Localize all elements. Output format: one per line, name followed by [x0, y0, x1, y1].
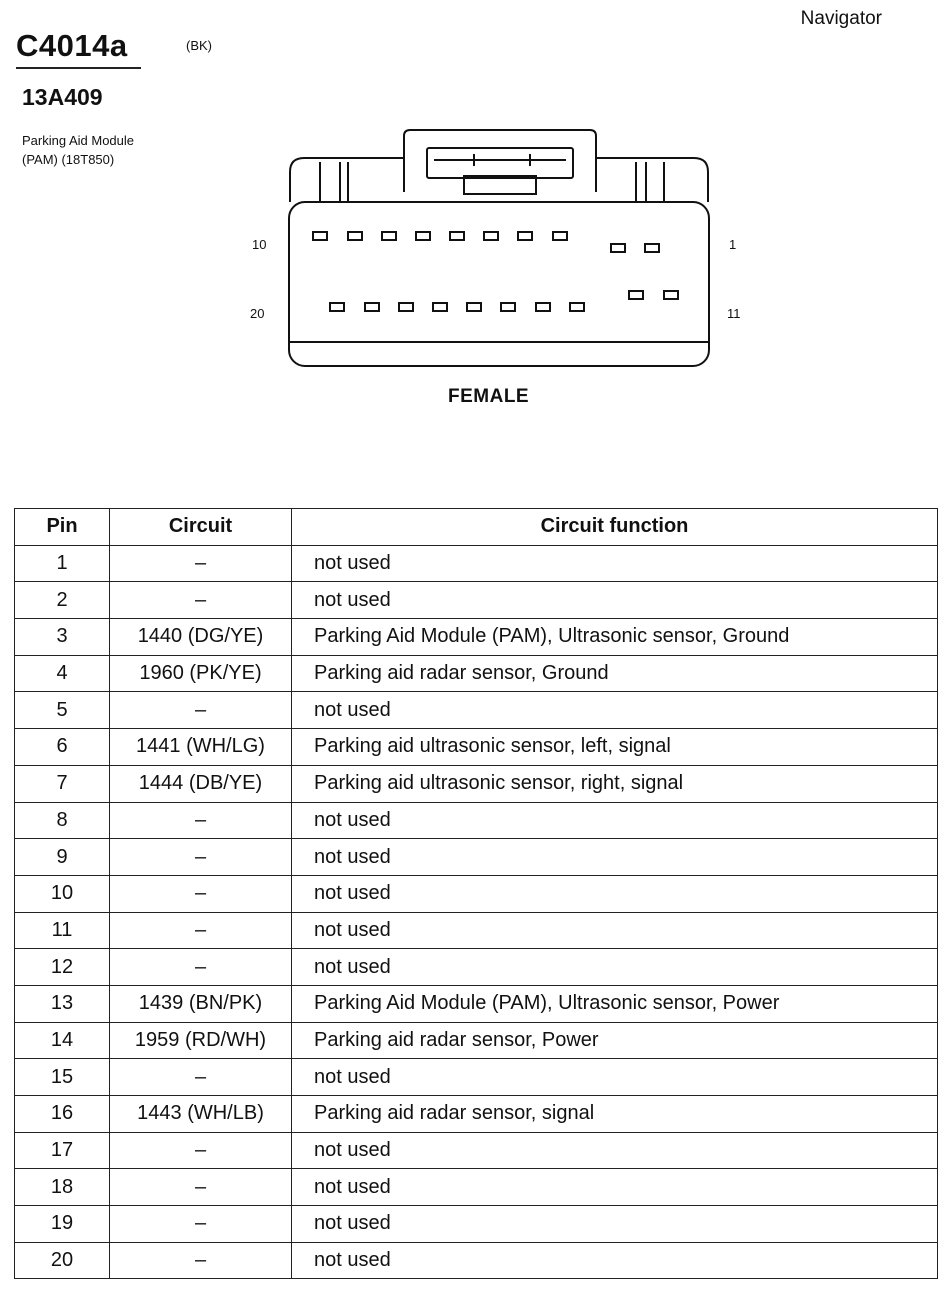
pin-cell: 13	[15, 985, 110, 1022]
module-description: Parking Aid Module	[22, 133, 135, 148]
connector-id-underline	[16, 67, 141, 69]
function-cell: not used	[292, 1059, 938, 1096]
function-cell: not used	[292, 1206, 938, 1243]
pin-18-socket	[399, 303, 413, 311]
table-row	[15, 1096, 938, 1133]
table-row	[15, 1022, 938, 1059]
pin-cell: 2	[15, 582, 110, 619]
pin-11-socket	[664, 291, 678, 299]
circuit-cell: 1441 (WH/LG)	[110, 729, 292, 766]
pin-3-socket	[553, 232, 567, 240]
function-cell: not used	[292, 912, 938, 949]
table-row	[15, 765, 938, 802]
table-row	[15, 802, 938, 839]
module-description-code: (PAM) (18T850)	[22, 152, 115, 167]
circuit-cell: –	[110, 582, 292, 619]
connector-color: (BK)	[186, 38, 212, 53]
function-cell: Parking aid ultrasonic sensor, right, signal	[292, 765, 938, 802]
pin-4-socket	[518, 232, 532, 240]
column-header-circuit: Circuit	[110, 509, 292, 546]
pin-label-11: 11	[727, 306, 741, 321]
pin-16-socket	[467, 303, 481, 311]
circuit-cell: –	[110, 1059, 292, 1096]
table-row	[15, 1242, 938, 1279]
circuit-cell: 1960 (PK/YE)	[110, 655, 292, 692]
pin-cell: 8	[15, 802, 110, 839]
pin-10-socket	[313, 232, 327, 240]
table-row	[15, 655, 938, 692]
column-header-pin: Pin	[15, 509, 110, 546]
pin-cell: 20	[15, 1242, 110, 1279]
pinout-table	[14, 508, 938, 1279]
function-cell: Parking aid ultrasonic sensor, left, signal	[292, 729, 938, 766]
circuit-cell: 1443 (WH/LB)	[110, 1096, 292, 1133]
pin-cell: 12	[15, 949, 110, 986]
pin-12-socket	[629, 291, 643, 299]
function-cell: not used	[292, 692, 938, 729]
table-row	[15, 875, 938, 912]
table-row	[15, 839, 938, 876]
pin-cell: 16	[15, 1096, 110, 1133]
circuit-cell: –	[110, 692, 292, 729]
pin-7-socket	[416, 232, 430, 240]
pin-cell: 11	[15, 912, 110, 949]
table-row	[15, 619, 938, 656]
pin-15-socket	[501, 303, 515, 311]
circuit-cell: –	[110, 1169, 292, 1206]
table-row	[15, 729, 938, 766]
pin-label-1: 1	[729, 237, 737, 252]
circuit-cell: –	[110, 1242, 292, 1279]
circuit-cell: –	[110, 912, 292, 949]
table-row	[15, 912, 938, 949]
function-cell: not used	[292, 1169, 938, 1206]
function-cell: not used	[292, 545, 938, 582]
pin-cell: 6	[15, 729, 110, 766]
pin-13-socket	[570, 303, 584, 311]
table-row	[15, 1206, 938, 1243]
table-row	[15, 1059, 938, 1096]
table-row	[15, 582, 938, 619]
pin-14-socket	[536, 303, 550, 311]
function-cell: not used	[292, 1242, 938, 1279]
pin-cell: 3	[15, 619, 110, 656]
connector-face-diagram	[280, 126, 720, 376]
pin-9-socket	[348, 232, 362, 240]
pin-17-socket	[433, 303, 447, 311]
pin-cell: 18	[15, 1169, 110, 1206]
table-row	[15, 985, 938, 1022]
pin-cell: 1	[15, 545, 110, 582]
pin-6-socket	[450, 232, 464, 240]
table-row	[15, 1169, 938, 1206]
connector-gender: FEMALE	[448, 386, 530, 407]
pin-5-socket	[484, 232, 498, 240]
pin-2-socket	[611, 244, 625, 252]
function-cell: not used	[292, 582, 938, 619]
pin-label-10: 10	[252, 237, 267, 252]
function-cell: Parking aid radar sensor, signal	[292, 1096, 938, 1133]
function-cell: Parking Aid Module (PAM), Ultrasonic sensor, Power	[292, 985, 938, 1022]
circuit-cell: –	[110, 839, 292, 876]
pin-label-20: 20	[250, 306, 265, 321]
circuit-cell: 1444 (DB/YE)	[110, 765, 292, 802]
function-cell: not used	[292, 949, 938, 986]
pin-cell: 19	[15, 1206, 110, 1243]
circuit-cell: –	[110, 1206, 292, 1243]
circuit-cell: –	[110, 545, 292, 582]
pin-cell: 15	[15, 1059, 110, 1096]
pin-8-socket	[382, 232, 396, 240]
pin-row-top	[313, 232, 659, 252]
table-row	[15, 1132, 938, 1169]
function-cell: not used	[292, 802, 938, 839]
circuit-cell: –	[110, 802, 292, 839]
circuit-cell: –	[110, 949, 292, 986]
pin-cell: 17	[15, 1132, 110, 1169]
function-cell: Parking aid radar sensor, Ground	[292, 655, 938, 692]
circuit-cell: 1439 (BN/PK)	[110, 985, 292, 1022]
function-cell: Parking Aid Module (PAM), Ultrasonic sensor, Ground	[292, 619, 938, 656]
circuit-cell: –	[110, 875, 292, 912]
pin-cell: 4	[15, 655, 110, 692]
function-cell: not used	[292, 1132, 938, 1169]
pin-1-socket	[645, 244, 659, 252]
circuit-cell: 1440 (DG/YE)	[110, 619, 292, 656]
function-cell: Parking aid radar sensor, Power	[292, 1022, 938, 1059]
pin-cell: 7	[15, 765, 110, 802]
function-cell: not used	[292, 839, 938, 876]
connector-id: C4014a	[16, 28, 128, 63]
circuit-cell: 1959 (RD/WH)	[110, 1022, 292, 1059]
circuit-cell: –	[110, 1132, 292, 1169]
table-row	[15, 692, 938, 729]
function-cell: not used	[292, 875, 938, 912]
part-number: 13A409	[22, 84, 103, 110]
pin-cell: 10	[15, 875, 110, 912]
pin-cell: 5	[15, 692, 110, 729]
table-header-row	[15, 509, 938, 546]
pin-20-socket	[330, 303, 344, 311]
pin-cell: 14	[15, 1022, 110, 1059]
column-header-function: Circuit function	[292, 509, 938, 546]
table-row	[15, 949, 938, 986]
pin-19-socket	[365, 303, 379, 311]
vehicle-name: Navigator	[800, 8, 882, 29]
table-row	[15, 545, 938, 582]
pin-cell: 9	[15, 839, 110, 876]
pin-row-bottom	[330, 291, 678, 311]
